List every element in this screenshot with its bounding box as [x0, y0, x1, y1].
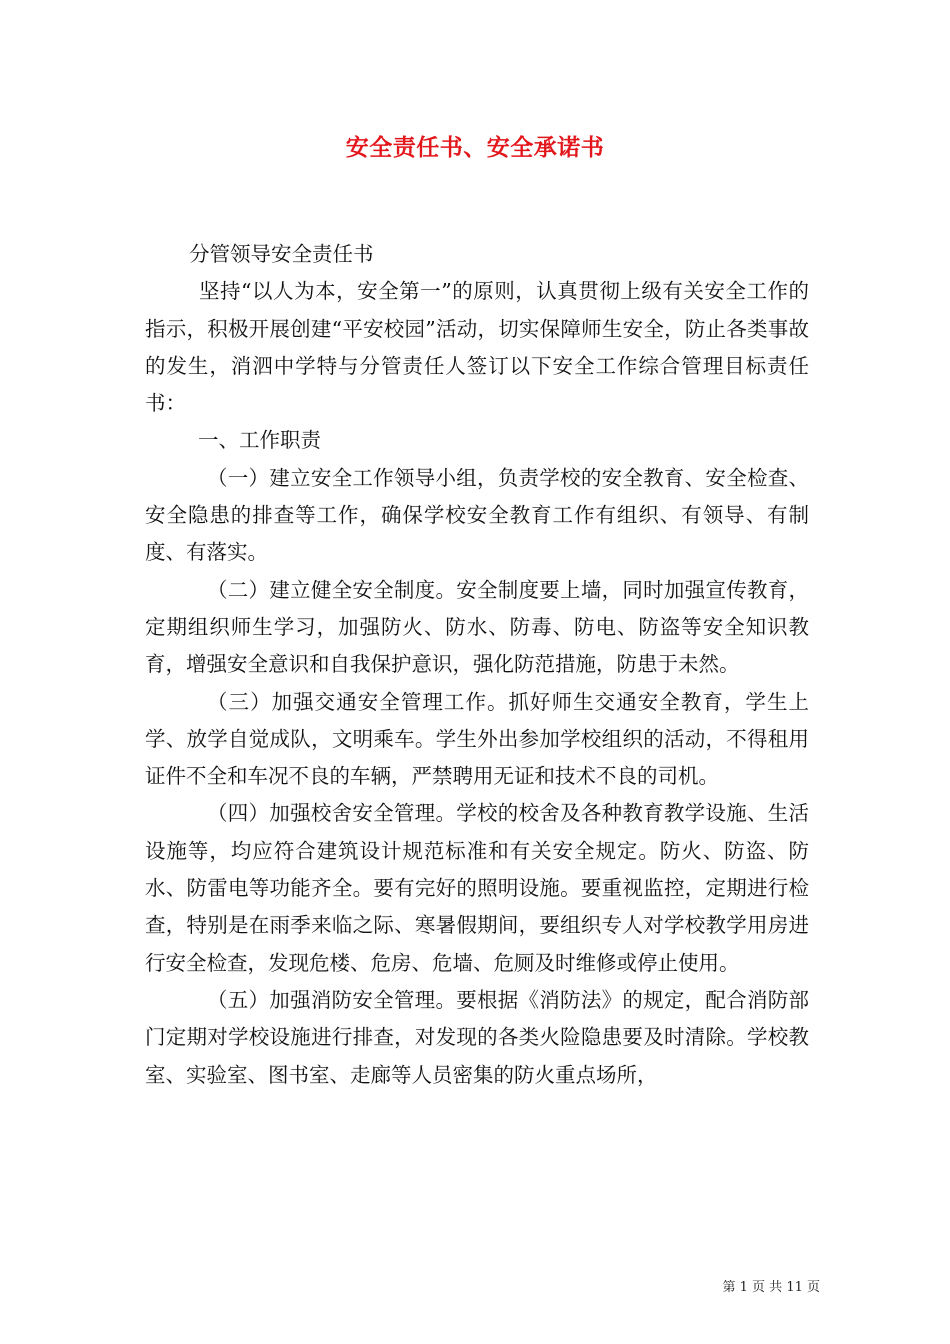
duty-item-4: （四）加强校舍安全管理。学校的校舍及各种教育教学设施、生活设施等，均应符合建筑设计规范标准和有关安全规定。防火、防盗、防水、防雷电等功能齐全。要有完好的照明设施。要重视监控，定期进行检查，特别是在雨季来临之际、寒暑假期间，要组织专人对学校教学用房进行安全检查，发现危楼、危房、危墙、危厕及时维修或停止使用。	[145, 801, 809, 975]
section-heading: 一、工作职责	[198, 428, 321, 453]
duty-item-2: （二）建立健全安全制度。安全制度要上墙，同时加强宣传教育，定期组织师生学习，加强防火、防水、防毒、防电、防盗等安全知识教育，增强安全意识和自我保护意识，强化防范措施，防患于未然。	[145, 577, 809, 677]
duty-item-3: （三）加强交通安全管理工作。抓好师生交通安全教育，学生上学、放学自觉成队，文明乘车。学生外出参加学校组织的活动，不得租用证件不全和车况不良的车辆，严禁聘用无证和技术不良的司机。	[145, 689, 809, 789]
duty-item-1: （一）建立安全工作领导小组，负责学校的安全教育、安全检查、安全隐患的排查等工作，确保学校安全教育工作有组织、有领导、有制度、有落实。	[145, 465, 809, 565]
document-title: 安全责任书、安全承诺书	[345, 134, 605, 161]
duty-item-5: （五）加强消防安全管理。要根据《消防法》的规定，配合消防部门定期对学校设施进行排查，对发现的各类火险隐患要及时清除。学校教室、实验室、图书室、走廊等人员密集的防火重点场所，	[145, 987, 809, 1087]
document-subtitle: 分管领导安全责任书	[189, 242, 374, 266]
intro-paragraph: 坚持“以人为本，安全第一”的原则，认真贯彻上级有关安全工作的指示，积极开展创建“平安校园”活动，切实保障师生安全，防止各类事故的发生，消泗中学特与分管责任人签订以下安全工作综合管理目标责任书：	[145, 279, 809, 416]
page-number-footer: 第 1 页 共 11 页	[722, 1280, 820, 1295]
document-body	[145, 236, 809, 1094]
